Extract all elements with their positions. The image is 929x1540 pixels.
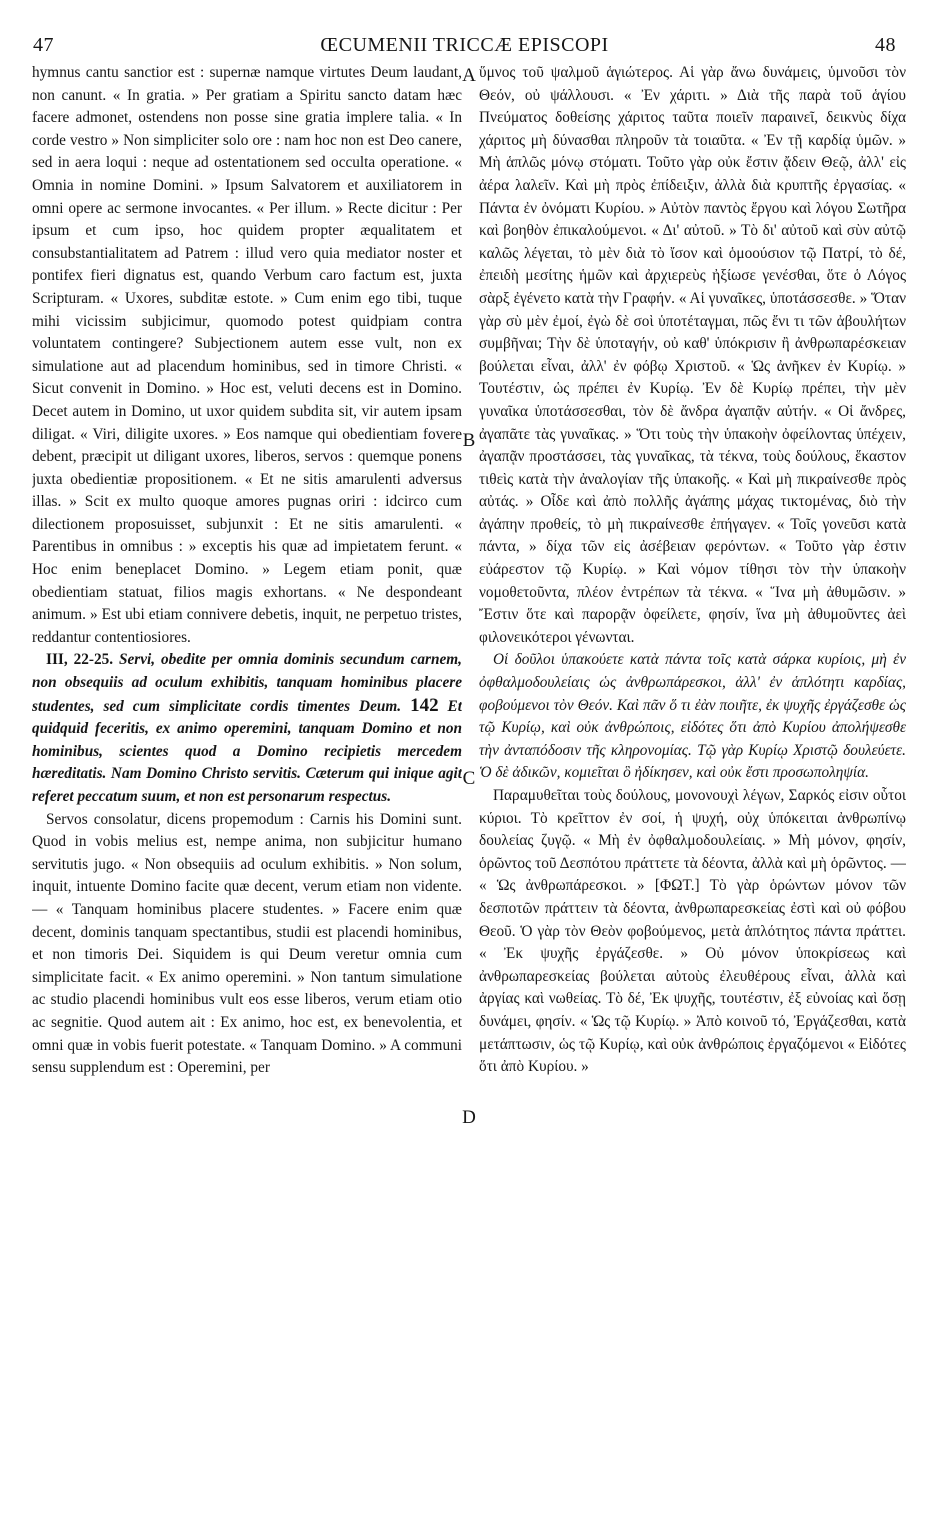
greek-commentary-1: ὕμνος τοῦ ψαλμοῦ ἁγιώτερος. Αἱ γὰρ ἄνω δυνάμεις, ὑμνοῦσι τὸν Θεόν, οὐ ψάλλουσι. « Ἐν χάριτι. » Διὰ τῆς παρὰ τοῦ ἁγίου Πνεύματος δοθείσης χάριτος ταῦτα ποιεῖν παραινεῖ, δεικνὺς δίχα χάριτος μὴ δύνασθαι πληροῦν τὰ τοιαῦτα. « Ἐν τῇ καρδίᾳ ὑμῶν. » Μὴ ἁπλῶς μόνῳ στόματι. Τοῦτο γὰρ οὐκ ἔστιν ᾄδειν Θεῷ, ἀλλ' εἰς ἀέρα λαλεῖν. Καὶ μὴ πρὸς ἐπίδειξιν, ἀλλὰ διὰ κρυπτῆς ἐργασίας. « Πάντα ἐν ὀνόματι Κυρίου. » Αὐτὸν παντὸς ἔργου καὶ λόγου Σωτῆρα καὶ βοηθὸν ἐπικαλούμενοι. « Δι' αὐτοῦ. » Τὸ δι' αὐτοῦ καὶ σὺν αὐτῷ καλῶς λέγεται, τὸ μὲν διὰ τὸ ἴσον καὶ ὁμοούσιον τῷ Πατρί, τὸ δέ, ἐπειδὴ μεσίτης ἡμῶν καὶ ἀρχιερεὺς ἠξίωσε γενέσθαι, ὅτε ὁ Λόγος σὰρξ ἐγένετο κατὰ τὴν Γραφήν. « Αἱ γυναῖκες, ὑποτάσσεσθε. » Ὅταν γὰρ σὺ μὲν ἐμοί, ἐγὼ δὲ σοὶ ὑποτέταγμαι, πῶς ἔνι τι τῶν ἀβουλήτων συμβῆναι; Τὴν δὲ ὑποταγήν, οὐ καθ' ὑπόκρισιν ἢ ἀνθρωπαρέσκειαν βούλεται εἶναι, ἀλλ' ἐν φόβῳ Χριστοῦ. « Ὡς ἀνῆκεν ἐν Κυρίῳ. » Τουτέστιν, ὡς πρέπει ἐν Κυρίῳ. Ἐν δὲ Κυρίῳ πρέπει, τὴν μὲν γυναῖκα ὑποτάσσεσθαι, τὸν δὲ ἄνδρα ἀγαπᾷν αὐτήν. « Οἱ ἄνδρες, ἀγαπᾶτε τὰς γυναῖκας. » Ὅτι τοὺς τὴν ὑπακοὴν ὀφείλοντας ὑπέχειν, ἀγαπᾷν προστάσσει, τὰς γυναῖκας, τὰ τέκνα, τοὺς δούλους, ἕκαστον τιθεὶς κατὰ τὴν ἀναλογίαν τῆς ὑπακοῆς. « Καὶ μὴ πικραίνεσθε πρὸς αὐτάς. » Οἶδε καὶ ἀπὸ πολλῆς ἀγάπης μάχας τικτομένας, διὸ τὴν ἀγάπην προθείς, τὸ μὴ πικραίνεσθε ἐπήγαγεν. « Τοῖς γονεῦσι κατὰ πάντα, » δίχα τῶν εἰς ἀσέβειαν φερόντων. « Τοῦτο γὰρ ἐστιν εὐάρεστον τῷ Κυρίῳ. » Καὶ νόμον τίθησι τὸν τὴν ὑπακοὴν νομοθετοῦντα, πλέον ἐντρέπων τὰ τέκνα. « Ἵνα μὴ ἀθυμῶσιν. » Ἔστιν ὅτε καὶ παρορᾷν ὀφείλετε, φησίν, ἵνα μὴ ἀθυμοῦντες ἀεὶ φιλονεικότεροι γένωνται. [479,64,906,646]
greek-verse-text: Οἱ δοῦλοι ὑπακούετε κατὰ πάντα τοῖς κατὰ σάρκα κυρίοις, μὴ ἐν ὀφθαλμοδουλείαις ὡς ἀνθρωπάρεσκοι, ἀλλ' ἐν ἁπλότητι καρδίας, φοβούμενοι τὸν Θεόν. Καὶ πᾶν ὅ τι ἐὰν ποιῆτε, ἐκ ψυχῆς ἐργάζεσθε ὡς τῷ Κυρίῳ, καὶ οὐκ ἀνθρώποις, εἰδότες ὅτι ἀπὸ Κυρίου ἀπολήψεσθε τὴν ἀνταπόδοσιν τῆς κληρονομίας. Τῷ γὰρ Κυρίῳ Χριστῷ δουλεύετε. Ὁ δὲ ἀδικῶν, κομιεῖται ὃ ἠδίκησεν, καὶ οὐκ ἔστι προσωποληψία. [479,651,906,782]
latin-column [32,62,462,1538]
latin-verse-block [32,649,462,808]
greek-column [479,62,906,1538]
margin-marker-d: D [462,1107,476,1128]
running-title: ŒCUMENII TRICCÆ EPISCOPI [320,34,609,56]
latin-verse-text-1: Servi, obedite per omnia dominis secundum carnem, non obsequiis ad oculum exhibitis, tanquam hominibus placere studentes, sed cum simplicitate cordis timentes Deum. [32,651,462,715]
margin-marker-c: C [462,768,476,789]
page-number-left: 47 [33,34,54,56]
latin-commentary-2: Servos consolatur, dicens propemodum : Carnis his Domini sunt. Quod in vobis melius est, nempe anima, non subjicitur humano servitutis jugo. « Non obsequiis ad oculum exhibitis. » Non solum, inquit, intuente Domino facite quæ decent, verum etiam non vidente. — « Tanquam hominibus placere studentes. » Facere enim quæ decent, dominis tanquam spectantibus, studii est placendi hominibus, et non timoris Dei. Siquidem is qui Deum veretur omnia cum simplicitate facit. « Ex animo operemini. » Non tantum simulatione ac studio placendi hominibus vult eos esse liberos, verum etiam otio ac segnitie. Quod autem ait : Ex animo, hoc est, ex benevolentia, et omni quæ in vobis fuerit potestate. « Tanquam Domino. » A communi sensu supplendum est : Operemini, per [32,810,462,1077]
verse-reference: III, 22-25. [46,651,114,669]
greek-commentary-2: Παραμυθεῖται τοὺς δούλους, μονονουχὶ λέγων, Σαρκός εἰσιν οὗτοι κύριοι. Τὸ κρεῖττον ἐν σοί, ἡ ψυχή, οὐχ ὑπόκειται ἀνθρωπίνῳ δουλείας ζυγῷ. « Μὴ ἐν ὀφθαλμοδουλείαις. » Μὴ μόνον, φησίν, ὁρῶντος τοῦ Δεσπότου πράττετε τὰ δέοντα, ἀλλὰ καὶ μὴ ὁρῶντος. — « Ὡς ἀνθρωπάρεσκοι. » [ΦΩΤ.] Τὸ γὰρ ὁρώντων μόνον τῶν δεσποτῶν πράττειν τὰ δέοντα, ἀνθρωπαρεσκείας ἐστὶ καὶ οὐ φόβου Θεοῦ. Ὁ γὰρ τὸν Θεὸν φοβούμενος, μετὰ ἁπλότητος πάντα πράττει. « Ἐκ ψυχῆς ἐργάζεσθε. » Οὐ μόνον ὑποκρίσεως καὶ ἀνθρωπαρεσκείας βούλεται αὐτοὺς ἐλευθέρους εἶναι, ἀλλὰ καὶ ἀργίας καὶ νωθείας. Τὸ δέ, Ἐκ ψυχῆς, τουτέστιν, ἐξ εὐνοίας καὶ ὅσῃ δυνάμει, φησίν. « Ὡς τῷ Κυρίῳ. » Ἀπὸ κοινοῦ τό, Ἐργάζεσθαι, κατὰ μετάπτωσιν, ὡς τῷ Κυρίῳ, καὶ οὐκ ἀνθρώποις ἐργαζόμενοι « Εἰδότες ὅτι ἀπὸ Κυρίου. » [479,787,906,1076]
margin-marker-a: A [462,65,476,86]
verse-number: 142 [410,694,439,716]
latin-verse-text-2: Et quidquid feceritis, ex animo operemini, tanquam Domino et non hominibus, scientes quod a Domino recipietis mercedem hæreditatis. Nam Domino Christo servitis. Cæterum qui inique agit referet peccatum suum, et non est personarum respectus. [32,697,462,805]
latin-commentary-1: hymnus cantu sanctior est : supernæ namque virtutes Deum laudant, non canunt. « In gratia. » Per gratiam a Spiritu sancto datam hæc facere admonet, ostendens non posse sine gratia implere talia. « In corde vestro » Non simpliciter solo ore : nam hoc non est Deo canere, sed in aera loqui : neque ad ostentationem sed occulta operatione. « Omnia in nomine Domini. » Ipsum Salvatorem et auxiliatorem in omni opere ac sermone invocantes. « Per illum. » Recte dicitur : Per ipsum et cum ipso, hoc quidem propter æqualitatem et consubstantialitatem ad Patrem : illud vero quia mediator noster et pontifex fieri dignatus est, quando Verbum caro factum est, juxta Scripturam. « Uxores, subditæ estote. » Cum enim ego tibi, tuque mihi vicissim subjicimur, quomodo potest quidpiam contra voluntatem contingere? Subjectionem autem esse vult, non ex simulatione aut ad placendum hominibus, sed in timore Christi. « Sicut convenit in Domino. » Hoc est, veluti decens est in Domino. Decet autem in Domino, ut uxor quidem subdita sit, vir autem ipsam diligat. « Viri, diligite uxores. » Eos namque qui obedientiam fovere debent, præcipit ut diligant uxores, liberos, servos : quemque ponens juxta obedientiæ propositionem. « Et ne sitis amarulenti adversus illas. » Scit ex multo quoque amores pugnas oriri : idcirco cum dilectionem proposuisset, subjunxit : Et ne sitis amarulenti. « Parentibus in omnibus : » exceptis his quæ ad impietatem ferunt. « Hoc enim beneplacet Domino. » Legem etiam ponit, quæ obedientiam statuat, filios magis exhortans. « Ne despondeant animum. » Est ubi etiam connivere debetis, inquit, ne perpetuo tristes, reddantur contentiosiores. [32,64,462,646]
running-header [33,34,896,64]
margin-marker-b: B [462,430,476,451]
page-number-right: 48 [875,34,896,56]
